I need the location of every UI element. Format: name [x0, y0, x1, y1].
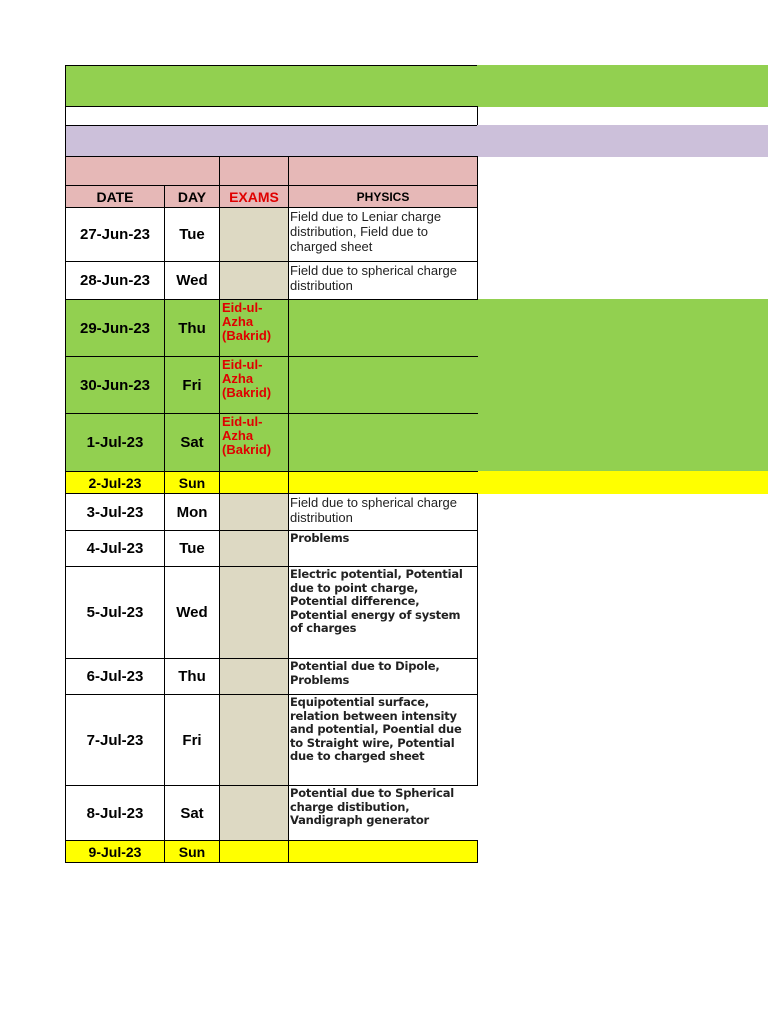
row-day: Wed — [164, 566, 220, 659]
row-day: Thu — [164, 299, 220, 357]
row-topic — [288, 840, 478, 863]
row-day: Tue — [164, 530, 220, 567]
row-topic-holiday — [288, 299, 478, 357]
row-date: 7-Jul-23 — [65, 694, 165, 786]
pink-blank-exams — [219, 156, 289, 186]
row-day: Sat — [164, 785, 220, 841]
row-topic: Potential due to Dipole, Problems — [288, 658, 478, 695]
row-date: 27-Jun-23 — [65, 207, 165, 262]
row-date: 28-Jun-23 — [65, 261, 165, 300]
row-topic: Field due to Leniar charge distribution, Field due to charged sheet — [288, 207, 478, 262]
row-day: Wed — [164, 261, 220, 300]
row-exam-holiday: Eid-ul-Azha (Bakrid) — [219, 299, 289, 357]
header-day: DAY — [164, 185, 220, 208]
holiday-band-extension — [477, 299, 768, 472]
row-exam — [219, 785, 289, 841]
row-topic: Equipotential surface, relation between intensity and potential, Poential due to Straight wire, Potential due to charged sheet — [288, 694, 478, 786]
sunday-band-extension — [477, 471, 768, 494]
row-day: Sun — [164, 840, 220, 863]
pink-blank-physics — [288, 156, 478, 186]
row-day: Sun — [164, 471, 220, 494]
row-topic: Field due to spherical charge distribution — [288, 493, 478, 531]
row-topic — [288, 471, 478, 494]
row-exam — [219, 694, 289, 786]
row-topic: Electric potential, Potential due to point charge, Potential difference, Potential energy of system of charges — [288, 566, 478, 659]
subtitle-band — [65, 125, 478, 157]
row-day: Mon — [164, 493, 220, 531]
row-date: 29-Jun-23 — [65, 299, 165, 357]
title-band-extension — [477, 65, 768, 107]
row-date: 30-Jun-23 — [65, 356, 165, 414]
row-date: 5-Jul-23 — [65, 566, 165, 659]
row-day: Fri — [164, 694, 220, 786]
row-exam-holiday: Eid-ul-Azha (Bakrid) — [219, 356, 289, 414]
row-topic-holiday — [288, 413, 478, 472]
row-date: 1-Jul-23 — [65, 413, 165, 472]
row-date: 6-Jul-23 — [65, 658, 165, 695]
row-exam — [219, 261, 289, 300]
row-topic: Field due to spherical charge distribution — [288, 261, 478, 300]
subtitle-band-extension — [477, 125, 768, 157]
row-exam — [219, 207, 289, 262]
pink-blank-day — [164, 156, 220, 186]
row-topic: Problems — [288, 530, 478, 567]
row-exam — [219, 530, 289, 567]
blank-band — [65, 106, 478, 126]
header-physics: PHYSICS — [288, 185, 478, 208]
row-exam-holiday: Eid-ul-Azha (Bakrid) — [219, 413, 289, 472]
row-day: Tue — [164, 207, 220, 262]
row-exam — [219, 566, 289, 659]
row-topic: Potential due to Spherical charge distibution, Vandigraph generator — [288, 785, 478, 841]
row-day: Fri — [164, 356, 220, 414]
row-date: 3-Jul-23 — [65, 493, 165, 531]
header-exams: EXAMS — [219, 185, 289, 208]
row-topic-holiday — [288, 356, 478, 414]
row-exam — [219, 493, 289, 531]
row-exam — [219, 658, 289, 695]
row-date: 8-Jul-23 — [65, 785, 165, 841]
title-band — [65, 65, 478, 107]
row-exam — [219, 471, 289, 494]
row-date: 4-Jul-23 — [65, 530, 165, 567]
row-exam — [219, 840, 289, 863]
row-date: 9-Jul-23 — [65, 840, 165, 863]
row-day: Sat — [164, 413, 220, 472]
header-date: DATE — [65, 185, 165, 208]
row-day: Thu — [164, 658, 220, 695]
pink-blank-date — [65, 156, 165, 186]
row-date: 2-Jul-23 — [65, 471, 165, 494]
